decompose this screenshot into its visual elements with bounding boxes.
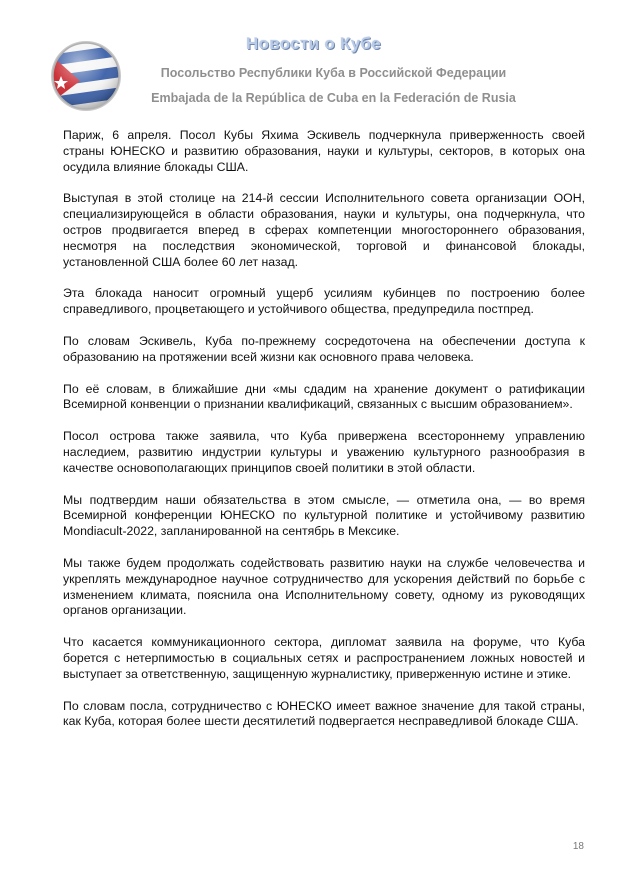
newsletter-title: Новости о Кубе xyxy=(245,34,382,53)
article-body xyxy=(63,128,585,746)
paragraph: Эта блокада наносит огромный ущерб усилиям кубинцев по построению более справедливого, процветающего и устойчивого общества, предупредила постпред. xyxy=(63,286,585,317)
paragraph: По её словам, в ближайшие дни «мы сдадим на хранение документ о ратификации Всемирной конвенции о признании квалификаций, связанных с высшим образованием». xyxy=(63,381,585,412)
paragraph: По словам посла, сотрудничество с ЮНЕСКО имеет важное значение для такой страны, как Куба, которая более шести десятилетий подвергается несправедливой блокаде США. xyxy=(63,698,585,729)
page-header xyxy=(0,0,627,118)
embassy-name-russian: Посольство Республики Куба в Российской Федерации xyxy=(160,66,507,80)
paragraph: Что касается коммуникационного сектора, дипломат заявила на форуме, что Куба борется с нетерпимостью в социальных сетях и распространением ложных новостей и выступает за ответственную, защищенную журналистику, приверженную истине и этике. xyxy=(63,635,585,681)
page-number: 18 xyxy=(572,841,584,852)
paragraph: Мы подтвердим наши обязательства в этом смысле, — отметила она, — во время Всемирной конференции ЮНЕСКО по культурной политике и устойчивому развитию Mondiacult-2022, запланированной на сентябрь в Мексике. xyxy=(63,492,585,539)
paragraph: Париж, 6 апреля. Посол Кубы Яхима Эскивель подчеркнула приверженность своей страны ЮНЕСКО и развитию образования, науки и культуры, секторов, в которых она осудила влияние блокады США. xyxy=(63,128,585,174)
paragraph: Выступая в этой столице на 214-й сессии Исполнительного совета организации ООН, специализирующейся в области образования, науки и культуры, она подчеркнула, что остров продвигается вперед в сферах компетенции многостороннего образования, несмотря на последствия экономической, торговой и финансовой блокады, установленной США более 60 лет назад. xyxy=(63,191,585,269)
paragraph: Мы также будем продолжать содействовать развитию науки на службе человечества и укреплять международное научное сотрудничество для ускорения действий по борьбе с изменением климата, пояснила она Исполнительному совету, одному из руководящих органов организации. xyxy=(63,555,585,618)
paragraph: По словам Эскивель, Куба по-прежнему сосредоточена на обеспечении доступа к образованию на протяжении всей жизни как основного права человека. xyxy=(63,333,585,364)
embassy-name-spanish: Embajada de la República de Cuba en la Federación de Rusia xyxy=(151,91,516,105)
paragraph: Посол острова также заявила, что Куба привержена всестороннему управлению наследием, развитию индустрии культуры и уважению культурного разнообразия в качестве основополагающих принципов своей политики в этой области. xyxy=(63,429,585,475)
